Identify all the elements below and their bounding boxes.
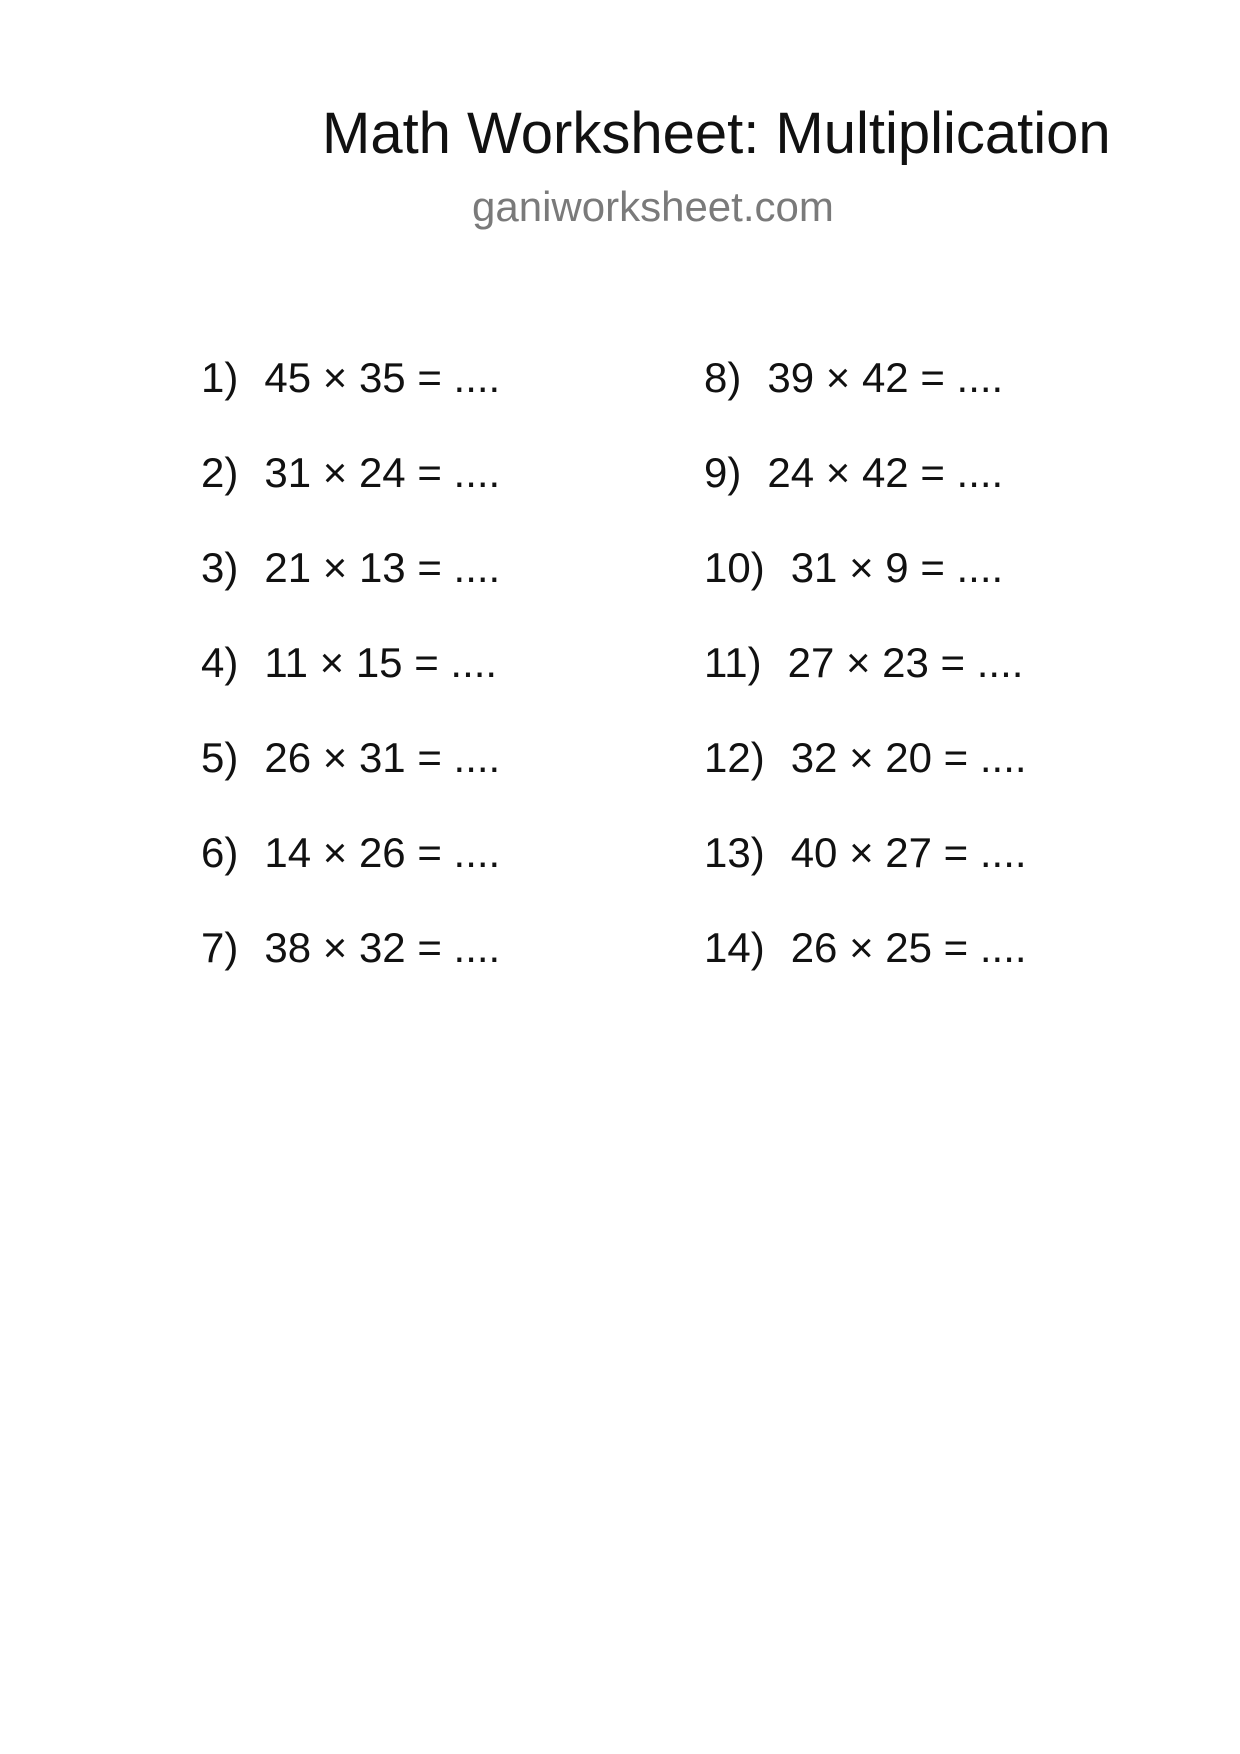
- problem-expression: 39 × 42 = ....: [767, 354, 1004, 401]
- problem-item: [201, 633, 500, 728]
- problem-expression: 24 × 42 = ....: [767, 449, 1004, 496]
- problem-number: 9): [704, 449, 742, 496]
- problem-expression: 11 × 15 = ....: [264, 639, 498, 686]
- problem-number: 12): [704, 734, 765, 781]
- problem-expression: 26 × 25 = ....: [790, 924, 1027, 971]
- problem-expression: 32 × 20 = ....: [790, 734, 1027, 781]
- problem-expression: 27 × 23 = ....: [787, 639, 1024, 686]
- problem-item: [704, 823, 1027, 918]
- problem-item: [704, 348, 1027, 443]
- problems-column-right: [704, 348, 1027, 1013]
- problem-number: 6): [201, 829, 239, 876]
- problem-number: 7): [201, 924, 239, 971]
- problem-number: 11): [704, 639, 762, 686]
- problem-item: [704, 728, 1027, 823]
- problem-item: [201, 348, 500, 443]
- problem-number: 13): [704, 829, 765, 876]
- problem-expression: 31 × 24 = ....: [264, 449, 501, 496]
- problem-expression: 45 × 35 = ....: [264, 354, 501, 401]
- problem-number: 8): [704, 354, 742, 401]
- problem-item: [704, 918, 1027, 1013]
- problem-number: 4): [201, 639, 239, 686]
- problem-item: [704, 443, 1027, 538]
- problem-item: [201, 443, 500, 538]
- problem-number: 10): [704, 544, 765, 591]
- problem-item: [201, 728, 500, 823]
- problem-item: [201, 823, 500, 918]
- site-name: ganiworksheet.com: [472, 183, 834, 230]
- problem-number: 3): [201, 544, 239, 591]
- problem-expression: 26 × 31 = ....: [264, 734, 501, 781]
- problem-item: [201, 538, 500, 633]
- problem-item: [704, 633, 1027, 728]
- problem-number: 5): [201, 734, 239, 781]
- problem-expression: 38 × 32 = ....: [264, 924, 501, 971]
- problem-item: [201, 918, 500, 1013]
- problem-item: [704, 538, 1027, 633]
- problems-column-left: [201, 348, 500, 1013]
- problem-number: 14): [704, 924, 765, 971]
- page-title: Math Worksheet: Multiplication: [322, 101, 1111, 166]
- problem-expression: 40 × 27 = ....: [790, 829, 1027, 876]
- problem-expression: 31 × 9 = ....: [790, 544, 1004, 591]
- problem-expression: 21 × 13 = ....: [264, 544, 501, 591]
- problem-number: 1): [201, 354, 239, 401]
- problem-expression: 14 × 26 = ....: [264, 829, 501, 876]
- problem-number: 2): [201, 449, 239, 496]
